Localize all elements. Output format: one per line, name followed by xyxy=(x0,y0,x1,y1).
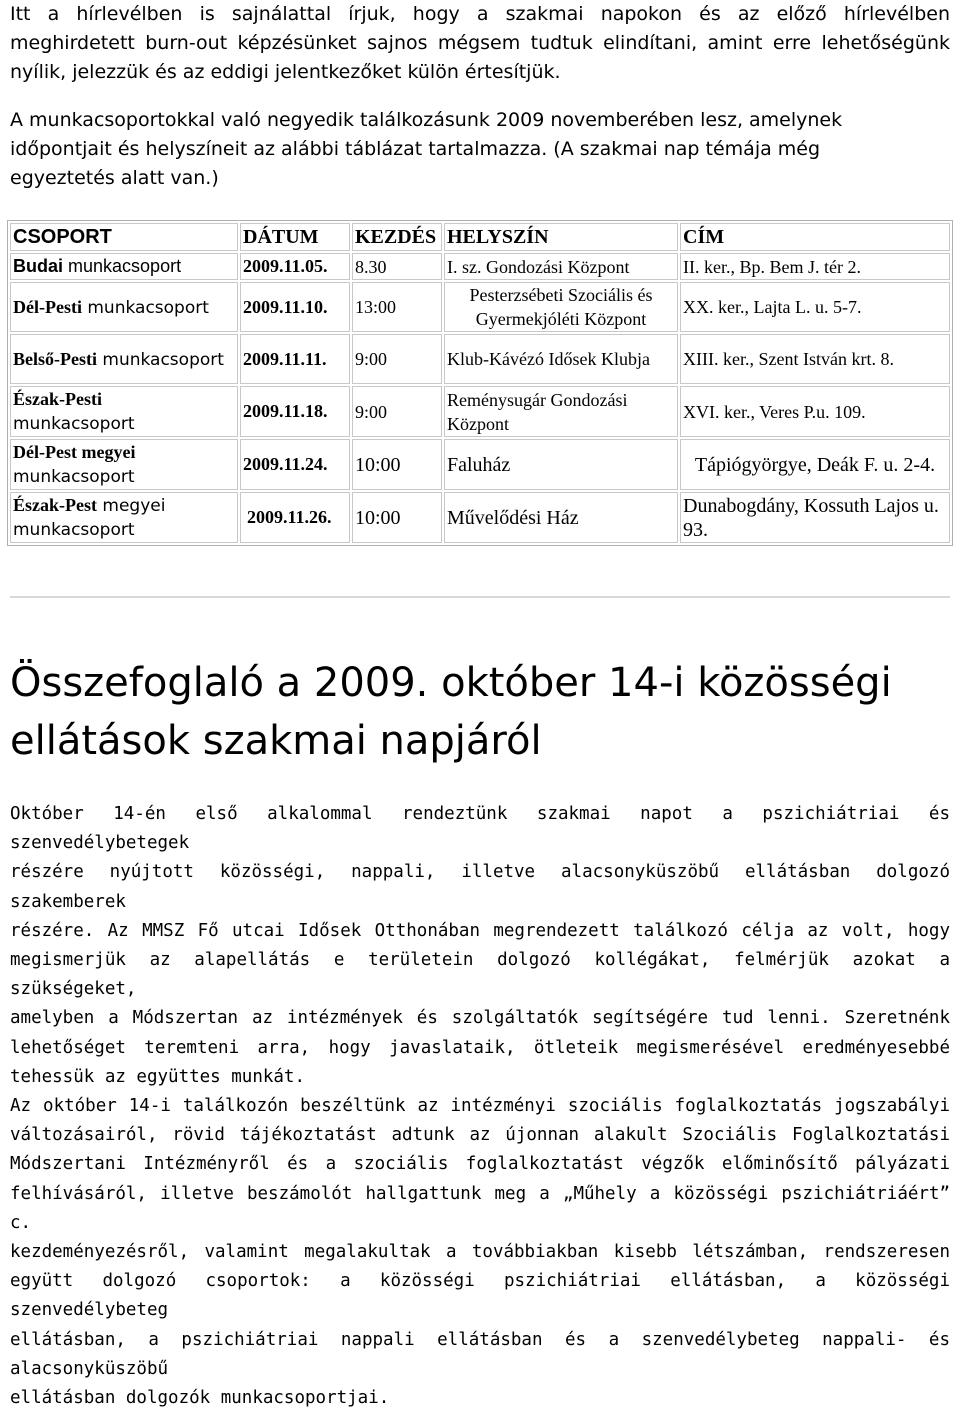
address-cell: Dunabogdány, Kossuth Lajos u. 93. xyxy=(680,492,950,543)
header-venue: HELYSZÍN xyxy=(444,223,678,251)
venue-cell: Klub-Kávézó Idősek Klubja xyxy=(444,334,678,384)
header-address: CÍM xyxy=(680,223,950,251)
table-row xyxy=(10,439,950,490)
group-cell: Észak-Pest megyei munkacsoport xyxy=(10,492,238,543)
table-row xyxy=(10,386,950,437)
text-line: változásairól, rövid tájékoztatást adtunk az újonnan alakult Szociális Foglalkoztatási xyxy=(10,1125,950,1146)
text-line: Az október 14-i találkozón beszéltünk az intézményi szociális foglalkoztatás jogszabályi xyxy=(10,1096,950,1117)
table-header-row xyxy=(10,223,950,251)
text-line: megismerjük az alapellátás e területein dolgozó kollégákat, felmérjük azokat a szükségeket, xyxy=(10,950,950,1000)
address-cell: XX. ker., Lajta L. u. 5-7. xyxy=(680,282,950,332)
time-cell: 10:00 xyxy=(352,439,442,490)
text-line: lehetőséget teremteni arra, hogy javaslataik, ötleteik megismerésével eredményesebbé xyxy=(10,1037,950,1058)
address-cell: II. ker., Bp. Bem J. tér 2. xyxy=(680,253,950,280)
venue-cell: Művelődési Ház xyxy=(444,492,678,543)
time-cell: 13:00 xyxy=(352,282,442,332)
text-line: Itt a hírlevélben is sajnálattal írjuk, hogy a szakmai napokon és az előző hírlevélben xyxy=(10,3,950,25)
header-start: KEZDÉS xyxy=(352,223,442,251)
date-cell: 2009.11.11. xyxy=(240,334,350,384)
text-line: Október 14-én első alkalommal rendeztünk szakmai napot a pszichiátriai és szenvedélybetegek xyxy=(10,804,950,854)
table-row xyxy=(10,334,950,384)
text-line: Módszertani Intézményről és a szociális foglalkoztatást végzők előminősítő pályázati xyxy=(10,1154,950,1175)
date-cell: 2009.11.26. xyxy=(240,492,350,543)
group-cell: Belső-Pesti munkacsoport xyxy=(10,334,238,384)
date-cell: 2009.11.24. xyxy=(240,439,350,490)
address-cell: Tápiógyörgye, Deák F. u. 2-4. xyxy=(680,439,950,490)
text-line: részére nyújtott közösségi, nappali, illetve alacsonyküszöbű ellátásban dolgozó szakemberek xyxy=(10,862,950,912)
header-group: CSOPORT xyxy=(10,223,238,251)
intro-paragraph-1 xyxy=(10,0,950,87)
section-divider xyxy=(10,596,950,598)
text-line: részére. Az MMSZ Fő utcai Idősek Otthonában megrendezett találkozó célja az volt, hogy xyxy=(10,920,950,941)
table-row xyxy=(10,253,950,280)
group-cell: Dél-Pest megyei munkacsoport xyxy=(10,439,238,490)
venue-cell: Pesterzsébeti Szociális és Gyermekjóléti Központ xyxy=(444,282,678,332)
text-line: egyeztetés alatt van.) xyxy=(10,167,219,189)
text-line: együtt dolgozó csoportok: a közösségi pszichiátriai ellátásban, a közösségi szenvedélybeteg xyxy=(10,1271,950,1321)
time-cell: 9:00 xyxy=(352,334,442,384)
venue-cell: I. sz. Gondozási Központ xyxy=(444,253,678,280)
date-cell: 2009.11.05. xyxy=(240,253,350,280)
table-row xyxy=(10,282,950,332)
summary-body xyxy=(10,800,950,1413)
time-cell: 8.30 xyxy=(352,253,442,280)
venue-cell: Reménysugár Gondozási Központ xyxy=(444,386,678,437)
date-cell: 2009.11.18. xyxy=(240,386,350,437)
intro-paragraph-2 xyxy=(10,106,950,193)
table-row xyxy=(10,492,950,543)
venue-cell: Faluház xyxy=(444,439,678,490)
date-cell: 2009.11.10. xyxy=(240,282,350,332)
text-line: nyílik, jelezzük és az eddigi jelentkezőket külön értesítjük. xyxy=(10,61,561,83)
header-date: DÁTUM xyxy=(240,223,350,251)
text-line: tehessük az együttes munkát. xyxy=(10,1066,306,1087)
text-line: ellátásban, a pszichiátriai nappali ellátásban és a szenvedélybeteg nappali- és alacsonyküszöbű xyxy=(10,1329,950,1379)
text-line: A munkacsoportokkal való negyedik találkozásunk 2009 novemberében lesz, amelynek xyxy=(10,109,843,131)
summary-heading: Összefoglaló a 2009. október 14-i közösségi ellátások szakmai napjáról xyxy=(10,660,892,764)
group-cell: Dél-Pesti munkacsoport xyxy=(10,282,238,332)
text-line: kezdeményezésről, valamint megalakultak a továbbiakban kisebb létszámban, rendszeresen xyxy=(10,1242,950,1263)
text-line: meghirdetett burn-out képzésünket sajnos mégsem tudtuk elindítani, amint erre lehetőségünk xyxy=(10,32,950,54)
time-cell: 10:00 xyxy=(352,492,442,543)
text-line: amelyben a Módszertan az intézmények és szolgáltatók segítségére tud lenni. Szeretnénk xyxy=(10,1008,950,1029)
group-cell: Budai munkacsoport xyxy=(10,253,238,280)
text-line: időpontjait és helyszíneit az alábbi táblázat tartalmazza. (A szakmai nap témája még xyxy=(10,138,821,160)
address-cell: XIII. ker., Szent István krt. 8. xyxy=(680,334,950,384)
text-line: felhívásáról, illetve beszámolót hallgattunk meg a „Műhely a közösségi pszichiátriáért” c. xyxy=(10,1183,950,1233)
group-cell: Észak-Pesti munkacsoport xyxy=(10,386,238,437)
time-cell: 9:00 xyxy=(352,386,442,437)
meeting-schedule-table xyxy=(7,220,953,546)
address-cell: XVI. ker., Veres P.u. 109. xyxy=(680,386,950,437)
text-line: ellátásban dolgozók munkacsoportjai. xyxy=(10,1388,390,1409)
